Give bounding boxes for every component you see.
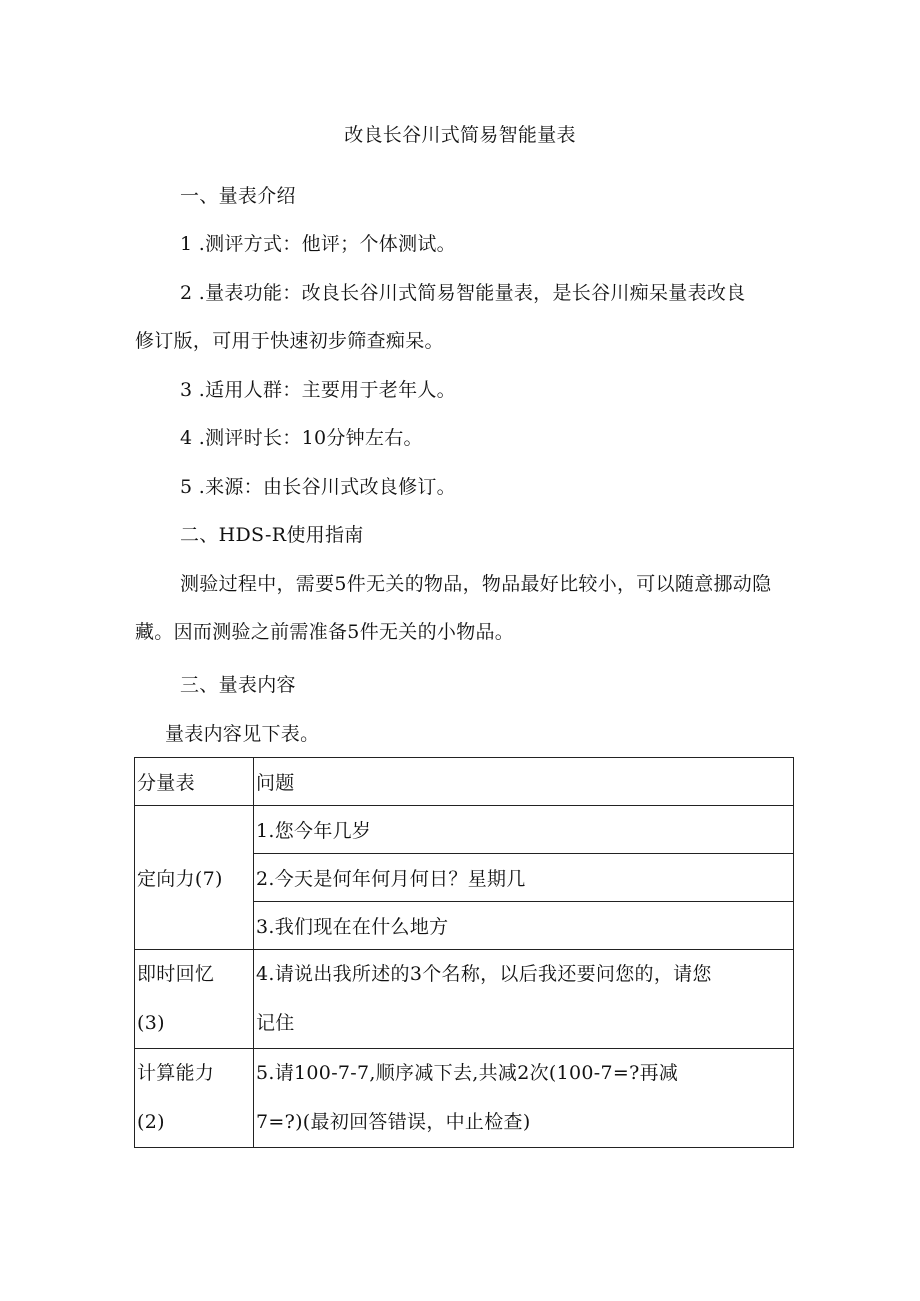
question-4-line-2: 记住 xyxy=(256,1012,295,1034)
table-row xyxy=(135,950,794,1049)
intro-item-2-line-1: 2 .量表功能：改良长谷川式简易智能量表，是长谷川痴呆量表改良 xyxy=(180,282,746,304)
table-row xyxy=(135,806,794,854)
guide-paragraph-line-1: 测验过程中，需要5件无关的物品，物品最好比较小，可以随意挪动隐 xyxy=(180,573,772,595)
question-5 xyxy=(254,1049,794,1148)
intro-item-3: 3 .适用人群：主要用于老年人。 xyxy=(180,379,456,401)
question-4 xyxy=(254,950,794,1049)
subscale-calculation-line-2: (2) xyxy=(137,1111,165,1133)
intro-item-2-line-2: 修订版，可用于快速初步筛查痴呆。 xyxy=(135,330,444,352)
question-5-line-2: 7=?)(最初回答错误，中止检查) xyxy=(256,1111,531,1133)
section-heading-intro: 一、量表介绍 xyxy=(180,185,296,207)
subscale-recall xyxy=(135,950,254,1049)
subscale-calculation xyxy=(135,1049,254,1148)
intro-item-4: 4 .测评时长：10分钟左右。 xyxy=(180,427,423,449)
subscale-orientation: 定向力(7) xyxy=(135,806,254,950)
document-title: 改良长谷川式简易智能量表 xyxy=(344,124,576,146)
subscale-recall-line-2: (3) xyxy=(137,1012,165,1034)
header-subscale: 分量表 xyxy=(135,758,254,806)
section-heading-content: 三、量表内容 xyxy=(180,674,296,696)
table-intro-text: 量表内容见下表。 xyxy=(165,723,320,745)
scale-table xyxy=(134,757,794,1148)
question-3: 3.我们现在在什么地方 xyxy=(254,902,794,950)
intro-item-5: 5 .来源：由长谷川式改良修订。 xyxy=(180,476,456,498)
question-4-line-1: 4.请说出我所述的3个名称，以后我还要问您的，请您 xyxy=(256,963,712,985)
table-row xyxy=(135,1049,794,1148)
subscale-recall-line-1: 即时回忆 xyxy=(137,963,215,985)
subscale-calculation-line-1: 计算能力 xyxy=(137,1062,215,1084)
question-1: 1.您今年几岁 xyxy=(254,806,794,854)
question-2: 2.今天是何年何月何日？星期几 xyxy=(254,854,794,902)
question-5-line-1: 5.请100-7-7,顺序减下去,共减2次(100-7=?再减 xyxy=(256,1062,679,1084)
guide-paragraph-line-2: 藏。因而测验之前需准备5件无关的小物品。 xyxy=(135,621,515,643)
header-question: 问题 xyxy=(254,758,794,806)
intro-item-1: 1 .测评方式：他评；个体测试。 xyxy=(180,233,456,255)
section-heading-guide: 二、HDS-R使用指南 xyxy=(180,524,364,546)
table-header-row xyxy=(135,758,794,806)
